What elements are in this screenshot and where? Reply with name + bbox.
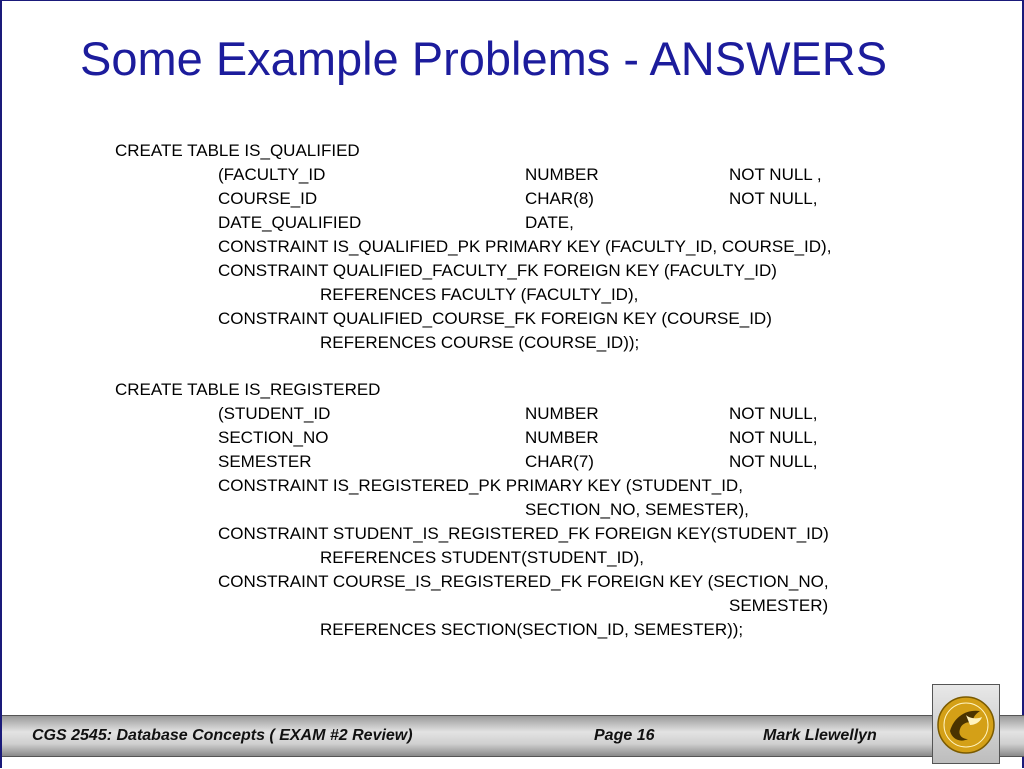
code-line: NOT NULL, bbox=[729, 428, 818, 447]
slide-title: Some Example Problems - ANSWERS bbox=[80, 32, 888, 85]
code-line: CONSTRAINT QUALIFIED_COURSE_FK FOREIGN KEY (COURSE_ID) bbox=[218, 309, 772, 328]
code-line: DATE, bbox=[525, 213, 574, 232]
code-line: CREATE TABLE IS_QUALIFIED bbox=[115, 141, 360, 160]
code-line: (STUDENT_ID bbox=[218, 404, 331, 423]
code-line: NOT NULL, bbox=[729, 189, 818, 208]
code-line: SECTION_NO, SEMESTER), bbox=[525, 500, 749, 519]
code-line: CREATE TABLE IS_REGISTERED bbox=[115, 380, 381, 399]
code-line: REFERENCES STUDENT(STUDENT_ID), bbox=[320, 548, 644, 567]
code-line: CONSTRAINT QUALIFIED_FACULTY_FK FOREIGN KEY (FACULTY_ID) bbox=[218, 261, 777, 280]
footer-course: CGS 2545: Database Concepts ( EXAM #2 Review) bbox=[32, 727, 413, 744]
code-line: NOT NULL, bbox=[729, 404, 818, 423]
footer-page-number: Page 16 bbox=[594, 727, 655, 744]
code-line: REFERENCES COURSE (COURSE_ID)); bbox=[320, 333, 640, 352]
logo-box bbox=[932, 684, 1000, 764]
ucf-pegasus-logo-icon bbox=[936, 695, 996, 755]
code-line: CONSTRAINT IS_QUALIFIED_PK PRIMARY KEY (FACULTY_ID, COURSE_ID), bbox=[218, 237, 832, 256]
code-line: NUMBER bbox=[525, 428, 599, 447]
footer bbox=[2, 701, 1024, 769]
code-line: CONSTRAINT IS_REGISTERED_PK PRIMARY KEY (STUDENT_ID, bbox=[218, 476, 743, 495]
code-line: (FACULTY_ID bbox=[218, 165, 326, 184]
code-line: REFERENCES SECTION(SECTION_ID, SEMESTER)); bbox=[320, 620, 744, 639]
code-line: REFERENCES FACULTY (FACULTY_ID), bbox=[320, 285, 639, 304]
code-line: CONSTRAINT COURSE_IS_REGISTERED_FK FOREIGN KEY (SECTION_NO, bbox=[218, 572, 829, 591]
code-line: SEMESTER bbox=[218, 452, 312, 471]
code-line: COURSE_ID bbox=[218, 189, 318, 208]
code-line: CHAR(7) bbox=[525, 452, 594, 471]
sql-code-block bbox=[2, 1, 1024, 691]
code-line: NOT NULL, bbox=[729, 452, 818, 471]
code-line: NUMBER bbox=[525, 165, 599, 184]
code-line: CHAR(8) bbox=[525, 189, 594, 208]
code-line: NUMBER bbox=[525, 404, 599, 423]
footer-author: Mark Llewellyn bbox=[763, 727, 877, 744]
code-line: CONSTRAINT STUDENT_IS_REGISTERED_FK FOREIGN KEY(STUDENT_ID) bbox=[218, 524, 829, 543]
code-line: SEMESTER) bbox=[729, 596, 829, 615]
code-line: SECTION_NO bbox=[218, 428, 329, 447]
code-line: NOT NULL , bbox=[729, 165, 822, 184]
code-line: DATE_QUALIFIED bbox=[218, 213, 362, 232]
